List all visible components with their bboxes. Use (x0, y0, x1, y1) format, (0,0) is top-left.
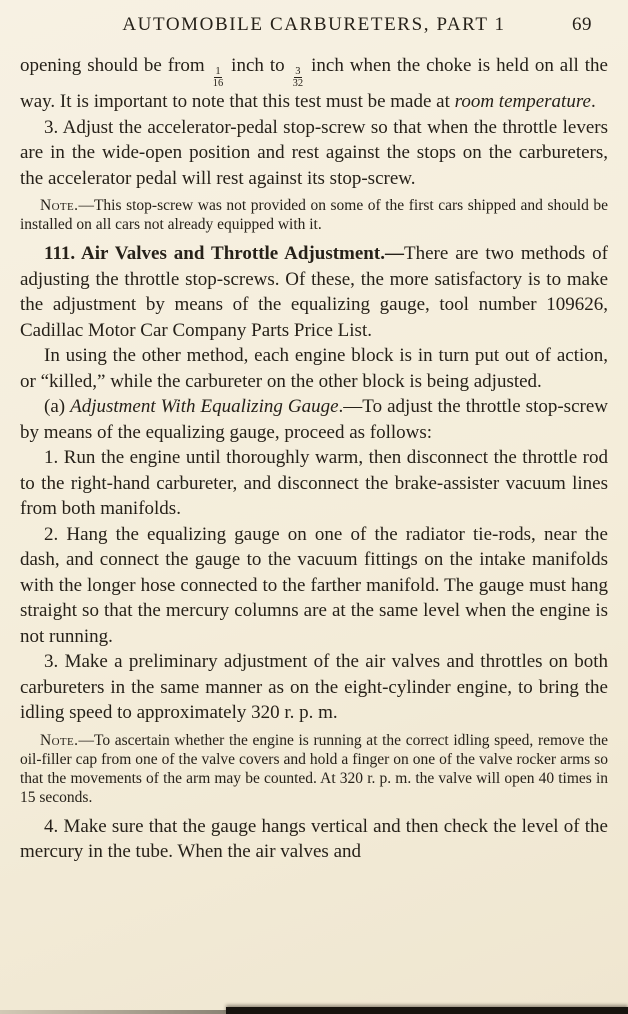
text-run: 2. Hang the equalizing gauge on one of the radiator tie-rods, near the dash, and connect the gauge to the vacuum fittings on the intake manifolds with the longer hose connected to the farther manifold. The gauge must hang straight so that the mercury columns are at the same level when the engine is not running. (20, 523, 608, 647)
text-run: inch when the choke is held on all the way. It is important to note that this test must be made at (20, 55, 608, 113)
paragraph-step-2-hang-gauge (20, 522, 608, 650)
paragraph-step-3-preliminary-adjustment (20, 649, 608, 726)
text-run: .—To adjust the throttle stop-screw by means of the equalizing gauge, proceed as follows: (20, 396, 608, 443)
paragraph-step-4-check-mercury (20, 814, 608, 865)
text-run: . (590, 91, 596, 113)
scan-edge-artifact (226, 1007, 628, 1014)
text-run: In using the other method, each engine block is in turn put out of action, or “killed,” while the carbureter on the other block is being adjusted. (20, 345, 608, 392)
text-run: 3. Adjust the accelerator-pedal stop-screw so that when the throttle levers are in the wide-open position and rest against the stops on the carbureters, the accelerator pedal will rest against its stop-screw. (20, 116, 608, 189)
fraction-denominator: 16 (212, 78, 224, 90)
fraction-1-16 (213, 66, 224, 89)
running-title: AUTOMOBILE CARBURETERS, PART 1 (122, 14, 506, 35)
note-idling-speed (20, 731, 608, 807)
text-run: —This stop-screw was not provided on some of the first cars shipped and should be installed on all cars not already equipped with it. (20, 197, 608, 234)
section-heading: 111. Air Valves and Throttle Adjustment.— (44, 243, 404, 265)
text-run: There are two methods of adjusting the throttle stop-screws. Of these, the more satisfactory is to make the adjustment by means of the equalizing gauge, tool number 109626, Cadillac Motor Car Company Parts Price List. (20, 243, 608, 341)
text-run: opening should be from (20, 55, 211, 76)
note-stop-screw (20, 196, 608, 234)
italic-room-temperature: room temperature (454, 91, 591, 113)
paragraph-section-111 (20, 241, 608, 343)
text-run: inch to (225, 55, 291, 76)
text-run: (a) (44, 396, 71, 418)
fraction-denominator: 32 (292, 78, 304, 90)
page-header (20, 14, 608, 36)
note-label: Note. (40, 197, 79, 215)
paragraph-other-method (20, 343, 608, 394)
fraction-numerator: 1 (215, 66, 221, 78)
page-number: 69 (572, 14, 592, 35)
italic-subsection-title: Adjustment With Equalizing Gauge (70, 396, 339, 418)
fraction-3-32 (293, 66, 304, 89)
scan-edge-shadow (0, 1010, 230, 1014)
text-run: 4. Make sure that the gauge hangs vertical and then check the level of the mercury in the tube. When the air valves and (20, 815, 608, 863)
fraction-numerator: 3 (295, 66, 301, 78)
note-label: Note. (40, 731, 79, 749)
paragraph-step-3-stop-screw (20, 115, 608, 192)
text-run: 3. Make a preliminary adjustment of the air valves and throttles on both carbureters in the same manner as on the eight-cylinder engine, to bring the idling speed to approximately 320 r. p. m. (20, 651, 608, 724)
text-run: 1. Run the engine until thoroughly warm, then disconnect the throttle rod to the right-hand carbureter, and disconnect the brake-assister vacuum lines from both manifolds. (20, 447, 608, 520)
paragraph-step-1-warm-engine (20, 445, 608, 522)
text-run: —To ascertain whether the engine is running at the correct idling speed, remove the oil-filler cap from one of the valve covers and hold a finger on one of the valve rocker arms so that the movements of the arm may be counted. At 320 r. p. m. the valve will open 40 times in 15 seconds. (20, 731, 608, 806)
paragraph-subsection-a (20, 394, 608, 445)
paragraph-choke-opening (20, 53, 608, 115)
